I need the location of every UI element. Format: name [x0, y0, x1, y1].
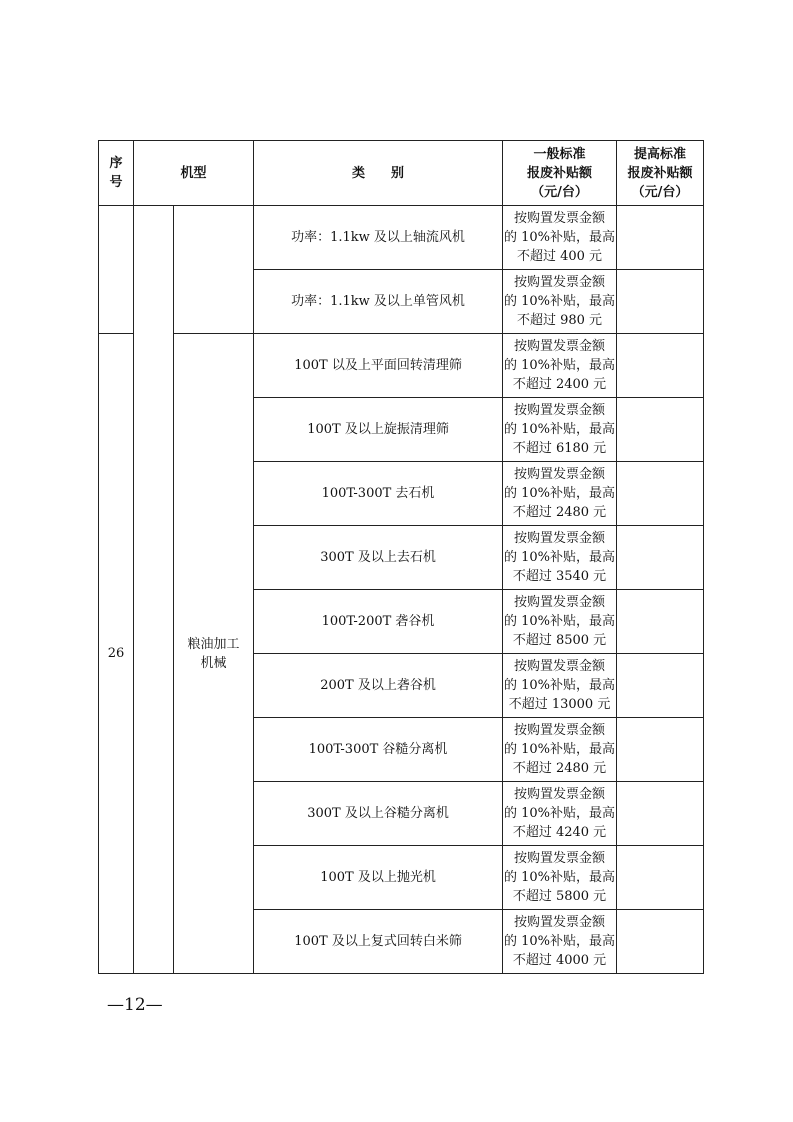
- table-row: [99, 334, 704, 398]
- subsidy-line: 按购置发票金额: [514, 851, 606, 866]
- subsidy-cell: [503, 590, 617, 654]
- category-cell: 100T 及以上抛光机: [254, 846, 503, 910]
- subsidy-line: 按购置发票金额: [514, 275, 606, 290]
- subsidy-cell: [503, 782, 617, 846]
- subsidy-line: 的 10%补贴，最高: [504, 422, 616, 437]
- raised-cell: [617, 334, 704, 398]
- subsidy-line: 不超过 13000 元: [508, 697, 611, 712]
- raised-cell: [617, 910, 704, 974]
- subsidy-line: 不超过 6180 元: [512, 441, 607, 456]
- raised-cell: [617, 846, 704, 910]
- category-cell: 功率：1.1kw 及以上轴流风机: [254, 206, 503, 270]
- subsidy-line: 不超过 3540 元: [512, 569, 607, 584]
- subsidy-line: 不超过 2480 元: [512, 761, 607, 776]
- table-header-row: [99, 141, 704, 206]
- seq-cell-blank: [99, 206, 134, 334]
- category-cell: 100T-200T 砻谷机: [254, 590, 503, 654]
- header-model: 机型: [134, 141, 254, 206]
- category-cell: 100T-300T 谷糙分离机: [254, 718, 503, 782]
- subsidy-line: 按购置发票金额: [514, 531, 606, 546]
- header-general-standard: [503, 141, 617, 206]
- category-cell: 100T 以及上平面回转清理筛: [254, 334, 503, 398]
- category-cell: 300T 及以上去石机: [254, 526, 503, 590]
- subsidy-line: 不超过 2480 元: [512, 505, 607, 520]
- group-model-line2: 机械: [200, 655, 227, 671]
- model-cell-blank: [174, 206, 254, 334]
- page-number: —12—: [107, 995, 163, 1015]
- raised-cell: [617, 718, 704, 782]
- category-cell: 功率：1.1kw 及以上单管风机: [254, 270, 503, 334]
- header-seq: [99, 141, 134, 206]
- raised-cell: [617, 654, 704, 718]
- subsidy-cell: [503, 654, 617, 718]
- subsidy-line: 按购置发票金额: [514, 403, 606, 418]
- subsidy-line: 的 10%补贴，最高: [504, 934, 616, 949]
- header-category: 类 别: [254, 141, 503, 206]
- subsidy-line: 的 10%补贴，最高: [504, 870, 616, 885]
- subsidy-line: 按购置发票金额: [514, 659, 606, 674]
- subsidy-line: 按购置发票金额: [514, 915, 606, 930]
- category-cell: 100T-300T 去石机: [254, 462, 503, 526]
- subsidy-line: 按购置发票金额: [514, 723, 606, 738]
- raised-cell: [617, 590, 704, 654]
- header-general-line2: 报废补贴额: [527, 165, 593, 181]
- header-seq-text: 序 号: [109, 156, 123, 190]
- subsidy-line: 按购置发票金额: [514, 467, 606, 482]
- category-cell: 300T 及以上谷糙分离机: [254, 782, 503, 846]
- header-general-line1: 一般标准: [533, 146, 586, 162]
- raised-cell: [617, 462, 704, 526]
- subsidy-line: 不超过 4240 元: [512, 825, 607, 840]
- subsidy-line: 不超过 5800 元: [512, 889, 607, 904]
- raised-cell: [617, 270, 704, 334]
- subsidy-line: 的 10%补贴，最高: [504, 486, 616, 501]
- subsidy-line: 不超过 4000 元: [512, 953, 607, 968]
- raised-cell: [617, 206, 704, 270]
- subsidy-line: 的 10%补贴，最高: [504, 358, 616, 373]
- subsidy-line: 按购置发票金额: [514, 595, 606, 610]
- group-seq: 26: [99, 334, 134, 974]
- raised-cell: [617, 526, 704, 590]
- group-model-name: [174, 334, 254, 974]
- subsidy-line: 不超过 8500 元: [512, 633, 607, 648]
- subsidy-line: 不超过 2400 元: [512, 377, 607, 392]
- subsidy-cell: [503, 718, 617, 782]
- subsidy-line: 的 10%补贴，最高: [504, 678, 616, 693]
- subsidy-cell: [503, 526, 617, 590]
- subsidy-line: 的 10%补贴，最高: [504, 230, 616, 245]
- subsidy-line: 的 10%补贴，最高: [504, 294, 616, 309]
- raised-cell: [617, 398, 704, 462]
- subsidy-line: 的 10%补贴，最高: [504, 806, 616, 821]
- subsidy-cell: [503, 334, 617, 398]
- subsidy-line: 的 10%补贴，最高: [504, 550, 616, 565]
- subsidy-line: 按购置发票金额: [514, 339, 606, 354]
- group-model-line1: 粮油加工: [187, 636, 240, 652]
- subsidy-cell: [503, 846, 617, 910]
- category-cell: 100T 及以上复式回转白米筛: [254, 910, 503, 974]
- subsidy-line: 按购置发票金额: [514, 787, 606, 802]
- subsidy-table: [98, 140, 704, 974]
- header-raised-line2: 报废补贴额: [627, 165, 693, 181]
- subsidy-cell: [503, 270, 617, 334]
- subsidy-cell: [503, 206, 617, 270]
- header-raised-line3: （元/台）: [631, 184, 689, 200]
- subsidy-line: 不超过 980 元: [516, 313, 603, 328]
- header-raised-standard: [617, 141, 704, 206]
- subsidy-line: 的 10%补贴，最高: [504, 614, 616, 629]
- category-cell: 100T 及以上旋振清理筛: [254, 398, 503, 462]
- subsidy-cell: [503, 398, 617, 462]
- table-row: [99, 206, 704, 270]
- subsidy-cell: [503, 910, 617, 974]
- header-raised-line1: 提高标准: [634, 146, 687, 162]
- subsidy-line: 按购置发票金额: [514, 211, 606, 226]
- model-subcol-blank: [134, 206, 174, 974]
- subsidy-line: 的 10%补贴，最高: [504, 742, 616, 757]
- category-cell: 200T 及以上砻谷机: [254, 654, 503, 718]
- subsidy-cell: [503, 462, 617, 526]
- raised-cell: [617, 782, 704, 846]
- header-general-line3: （元/台）: [531, 184, 588, 200]
- subsidy-line: 不超过 400 元: [516, 249, 603, 264]
